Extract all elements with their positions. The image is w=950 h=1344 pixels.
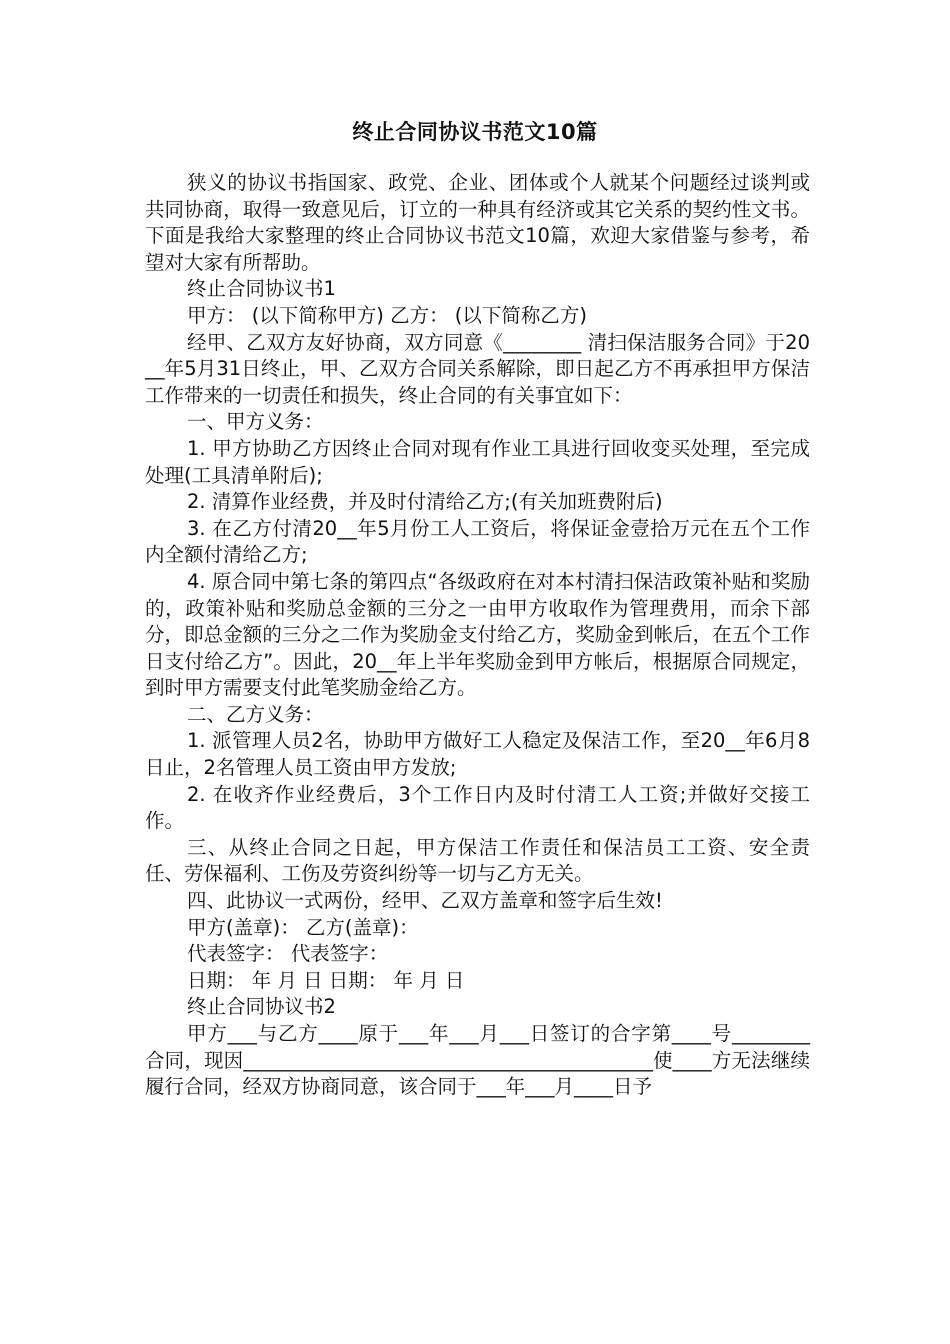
- paragraph: 二、乙方义务：: [187, 702, 324, 726]
- paragraph: 狭义的协议书指国家、政党、企业、团体或个人就某个问题经过谈判或共同协商，取得一致意见后，订立的一种具有经济或其它关系的契约性文书。下面是我给大家整理的终止合同协议书范文10篇，欢迎大家借鉴与参考，希望对大家有所帮助。: [145, 171, 810, 274]
- paragraph: 甲方___与乙方____原于___年___月___日签订的合字第____号________合同，现因__________________________________________使____方无法继续履行合同，经双方协商同意，该合同于___年___月____日予: [145, 1022, 810, 1099]
- paragraph: 2. 在收齐作业经费后，3个工作日内及时付清工人工资;并做好交接工作。: [145, 782, 810, 833]
- paragraph: 终止合同协议书1: [187, 277, 336, 301]
- paragraph: 代表签字： 代表签字：: [187, 942, 389, 966]
- paragraph: 2. 清算作业经费，并及时付清给乙方;(有关加班费附后): [187, 490, 663, 514]
- paragraph: 甲方： (以下简称甲方) 乙方： (以下简称乙方): [187, 303, 588, 327]
- paragraph: 终止合同协议书2: [187, 995, 336, 1019]
- document-title: 终止合同协议书范文10篇: [352, 120, 598, 144]
- paragraph: 经甲、乙双方友好协商，双方同意《________ 清扫保洁服务合同》于20__年5月31日终止，甲、乙双方合同关系解除，即日起乙方不再承担甲方保洁工作带来的一切责任和损失，终止合同的有关事宜如下：: [145, 330, 810, 407]
- paragraph: 4. 原合同中第七条的第四点“各级政府在对本村清扫保洁政策补贴和奖励的，政策补贴和奖励总金额的三分之一由甲方收取作为管理费用，而余下部分，即总金额的三分之二作为奖励金支付给乙方，奖励金到帐后，在五个工作日支付给乙方”。因此，20__年上半年奖励金到甲方帐后，根据原合同规定，到时甲方需要支付此笔奖励金给乙方。: [145, 569, 810, 700]
- paragraph: 四、此协议一式两份，经甲、乙双方盖章和签字后生效!: [187, 889, 663, 913]
- document-body: [145, 170, 810, 1101]
- paragraph: 日期： 年 月 日 日期： 年 月 日: [187, 968, 465, 992]
- paragraph: 3. 在乙方付清20__年5月份工人工资后，将保证金壹拾万元在五个工作内全额付清给乙方;: [145, 516, 810, 567]
- paragraph: 1. 派管理人员2名，协助甲方做好工人稳定及保洁工作，至20__年6月8日止，2名管理人员工资由甲方发放;: [145, 729, 810, 780]
- paragraph: 三、从终止合同之日起，甲方保洁工作责任和保洁员工工资、安全责任、劳保福利、工伤及劳资纠纷等一切与乙方无关。: [145, 835, 810, 886]
- paragraph: 甲方(盖章)： 乙方(盖章)：: [187, 915, 419, 939]
- paragraph: 一、甲方义务：: [187, 410, 324, 434]
- paragraph: 1. 甲方协助乙方因终止合同对现有作业工具进行回收变买处理，至完成处理(工具清单附后);: [145, 436, 810, 487]
